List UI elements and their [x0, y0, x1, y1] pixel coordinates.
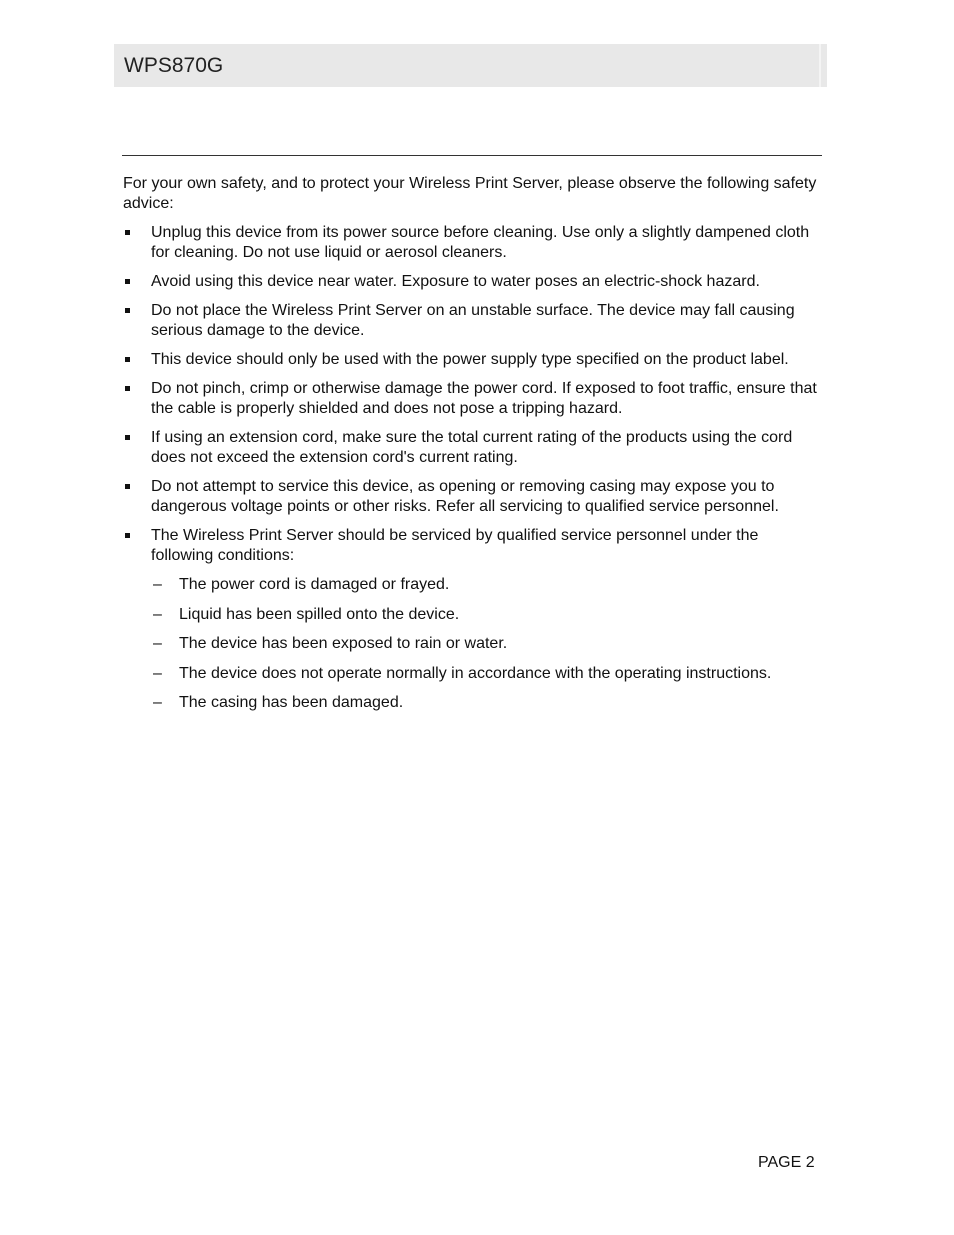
list-item-text: Avoid using this device near water. Exposure to water poses an electric-shock hazard. — [151, 273, 760, 290]
section-divider — [122, 155, 822, 156]
list-item — [123, 379, 823, 419]
safety-list — [123, 223, 823, 713]
list-item-text: Do not place the Wireless Print Server on an unstable surface. The device may fall causing serious damage to the device. — [151, 302, 795, 339]
list-item — [123, 301, 823, 341]
condition-item — [151, 664, 823, 684]
square-bullet-icon — [125, 435, 130, 440]
condition-text: The casing has been damaged. — [179, 694, 404, 711]
page-header — [114, 44, 827, 87]
list-item-text: Do not attempt to service this device, as opening or removing casing may expose you to dangerous voltage points or other risks. Refer all servicing to qualified service personnel. — [151, 478, 779, 515]
list-item — [123, 477, 823, 517]
safety-content — [123, 174, 823, 723]
conditions-list — [151, 575, 823, 713]
condition-text: The device does not operate normally in accordance with the operating instructions. — [179, 664, 772, 682]
list-item — [123, 223, 823, 263]
condition-item — [151, 605, 823, 625]
header-title: WPS870G — [124, 54, 224, 77]
dash-bullet-icon: – — [153, 694, 162, 711]
condition-text: The device has been exposed to rain or water. — [179, 635, 508, 652]
dash-bullet-icon: – — [153, 664, 162, 682]
condition-item — [151, 575, 823, 595]
square-bullet-icon — [125, 308, 130, 313]
condition-item — [151, 693, 823, 713]
header-edge-divider — [819, 44, 821, 87]
list-item-text: The Wireless Print Server should be serviced by qualified service personnel under the following conditions: — [151, 527, 759, 564]
dash-bullet-icon: – — [153, 635, 162, 652]
condition-item — [151, 634, 823, 654]
square-bullet-icon — [125, 279, 130, 284]
list-item-text: If using an extension cord, make sure the total current rating of the products using the cord does not exceed the extension cord's current rating. — [151, 429, 793, 466]
list-item — [123, 428, 823, 468]
square-bullet-icon — [125, 230, 130, 235]
square-bullet-icon — [125, 533, 130, 538]
list-item — [123, 272, 823, 292]
page-number: PAGE 2 — [758, 1154, 815, 1171]
condition-text: Liquid has been spilled onto the device. — [179, 605, 460, 623]
dash-bullet-icon: – — [153, 576, 162, 593]
list-item-text: Unplug this device from its power source before cleaning. Use only a slightly dampened cloth for cleaning. Do not use liquid or aerosol cleaners. — [151, 224, 810, 261]
intro-paragraph: For your own safety, and to protect your Wireless Print Server, please observe the following safety advice: — [123, 175, 817, 212]
dash-bullet-icon: – — [153, 605, 162, 623]
square-bullet-icon — [125, 386, 130, 391]
list-item-text: Do not pinch, crimp or otherwise damage the power cord. If exposed to foot traffic, ensure that the cable is properly shielded and does not pose a tripping hazard. — [151, 380, 817, 417]
list-item-text: This device should only be used with the power supply type specified on the product label. — [151, 351, 789, 368]
square-bullet-icon — [125, 484, 130, 489]
list-item — [123, 350, 823, 370]
square-bullet-icon — [125, 357, 130, 362]
condition-text: The power cord is damaged or frayed. — [179, 576, 450, 593]
list-item — [123, 526, 823, 713]
